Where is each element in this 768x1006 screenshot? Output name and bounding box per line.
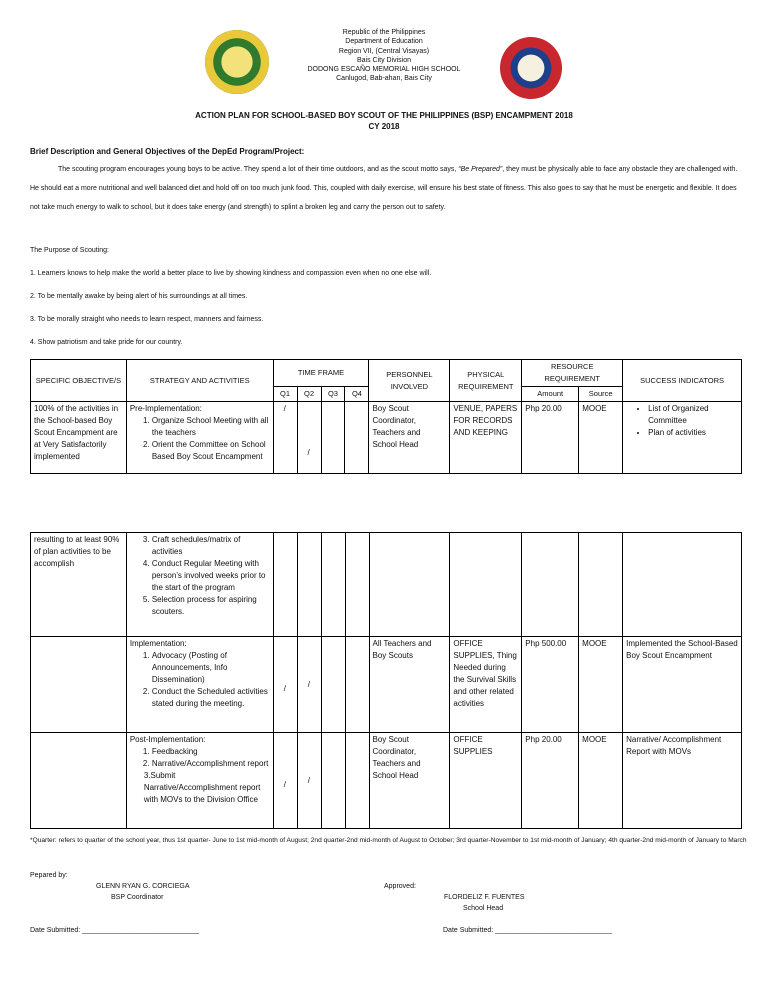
description-heading: Brief Description and General Objectives of the DepEd Program/Project:	[30, 147, 305, 156]
q1-mark: /	[273, 637, 297, 733]
physical-cell: OFFICE SUPPLIES	[450, 733, 522, 829]
strategy-cell	[126, 533, 273, 637]
q3-cell	[321, 733, 345, 829]
q4-cell	[345, 533, 369, 637]
list-item: 5. Selection process for aspiring scouters.	[152, 594, 270, 618]
amount-cell: Php 20.00	[522, 402, 579, 474]
source-cell: MOOE	[579, 402, 623, 474]
description-text-part: The scouting program encourages young boys to be active. They spend a lot of their time outdoors, and as the scout motto says,	[58, 166, 459, 173]
header-strategy: STRATEGY AND ACTIVITIES	[126, 360, 273, 402]
purpose-item: 2. To be mentally awake by being alert of his surroundings at all times.	[30, 293, 248, 300]
personnel-cell: All Teachers and Boy Scouts	[369, 637, 450, 733]
strategy-cell	[126, 637, 273, 733]
success-cell	[623, 402, 742, 474]
list-item: 2. Narrative/Accomplishment report	[152, 758, 270, 770]
list-item: 3. Craft schedules/matrix of activities	[152, 534, 270, 558]
q3-cell	[321, 402, 345, 474]
letterhead	[0, 28, 768, 84]
personnel-cell: Boy Scout Coordinator, Teachers and School Head	[369, 733, 450, 829]
table-row	[31, 637, 742, 733]
list-item: 1. Advocacy (Posting of Announcements, Info Dissemination)	[152, 650, 270, 686]
motto: “Be Prepared”	[458, 166, 503, 173]
header-q1: Q1	[273, 387, 297, 402]
objective-cell	[31, 637, 127, 733]
q1-mark: /	[273, 733, 297, 829]
list-item: • Plan of activities	[648, 427, 738, 439]
header-amount: Amount	[522, 387, 579, 402]
quarter-note: *Quarter: refers to quarter of the school year, thus 1st quarter- June to 1st mid-month of August; 2nd quarter-2nd mid-month of August to October; 3rd quarter-November to 1st mid-month of January; 4th quarter-2nd mid-month of January to March	[30, 837, 747, 844]
table-row	[31, 733, 742, 829]
success-cell: Narrative/ Accomplishment Report with MOVs	[623, 733, 742, 829]
purpose-item: 3. To be morally straight who needs to learn respect, manners and fairness.	[30, 316, 264, 323]
header-q3: Q3	[321, 387, 345, 402]
list-item: 1. Organize School Meeting with all the teachers	[152, 415, 270, 439]
list-item: 3.Submit Narrative/Accomplishment report with MOVs to the Division Office	[143, 771, 261, 804]
q1-cell	[273, 533, 297, 637]
header-physical: PHYSICAL REQUIREMENT	[450, 360, 522, 402]
table-row	[31, 533, 742, 637]
letterhead-line: Department of Education	[345, 38, 423, 46]
q2-mark: /	[297, 402, 321, 474]
source-cell	[579, 533, 623, 637]
list-item: 4. Conduct Regular Meeting with person’s involved weeks prior to the start of the program	[152, 558, 270, 594]
header-source: Source	[579, 387, 623, 402]
source-cell: MOOE	[579, 637, 623, 733]
list-item: 2. Orient the Committee on School Based Boy Scout Encampment	[152, 439, 270, 463]
prepared-label: Pepared by:	[30, 872, 68, 879]
description-text	[30, 160, 740, 217]
success-cell	[623, 533, 742, 637]
amount-cell	[522, 533, 579, 637]
action-plan-table	[30, 359, 742, 474]
prepared-name: GLENN RYAN G. CORCIEGA	[96, 883, 190, 890]
list-item: 1. Feedbacking	[152, 746, 270, 758]
list-item: 2. Conduct the Scheduled activities stated during the meeting.	[152, 686, 270, 710]
list-item: • List of Organized Committee	[648, 403, 738, 427]
purpose-heading: The Purpose of Scouting:	[30, 247, 109, 254]
q4-cell	[345, 402, 369, 474]
title-line-1: ACTION PLAN FOR SCHOOL-BASED BOY SCOUT OF THE PHILIPPINES (BSP) ENCAMPMENT 2018	[195, 111, 573, 120]
purpose-item: 4. Show patriotism and take pride for our country.	[30, 339, 183, 346]
objective-cell: 100% of the activities in the School-based Boy Scout Encampment are at Very Satisfactorily implemented	[31, 402, 127, 474]
q3-cell	[321, 533, 345, 637]
amount-cell: Php 20.00	[522, 733, 579, 829]
phase-label: Post-Implementation:	[129, 735, 206, 744]
header-timeframe: TIME FRAME	[273, 360, 369, 387]
q2-cell	[297, 533, 321, 637]
q2-mark: /	[297, 637, 321, 733]
personnel-cell: Boy Scout Coordinator, Teachers and School Head	[369, 402, 450, 474]
q1-mark: /	[273, 402, 297, 474]
source-cell: MOOE	[579, 733, 623, 829]
prepared-title: BSP Coordinator	[111, 894, 164, 901]
date-submitted-right: Date Submitted: ______________________________	[443, 927, 612, 934]
approved-title: School Head	[463, 905, 504, 912]
header-success: SUCCESS INDICATORS	[623, 360, 742, 402]
school-address: Canlugod, Bab-ahan, Bais City	[336, 75, 432, 83]
header-objective: SPECIFIC OBJECTIVE/S	[31, 360, 127, 402]
q3-cell	[321, 637, 345, 733]
title-line-2: CY 2018	[368, 122, 400, 131]
objective-cell: resulting to at least 90% of plan activities to be accomplish	[31, 533, 127, 637]
phase-label: Implementation:	[129, 639, 187, 648]
physical-cell: OFFICE SUPPLIES, Thing Needed during the Survival Skills and other related activities	[450, 637, 522, 733]
approved-label: Approved:	[384, 883, 416, 890]
table-row	[31, 402, 742, 474]
document-title	[0, 110, 768, 132]
action-plan-table-continued	[30, 532, 742, 829]
header-q2: Q2	[297, 387, 321, 402]
approved-name: FLORDELIZ F. FUENTES	[444, 894, 525, 901]
strategy-cell	[126, 402, 273, 474]
letterhead-line: Republic of the Philippines	[342, 29, 426, 36]
personnel-cell	[369, 533, 450, 637]
q4-cell	[345, 637, 369, 733]
purpose-item: 1. Learners knows to help make the world a better place to live by showing kindness and compassion even when no one else will.	[30, 270, 432, 277]
description-text-part: , they must be physically able to face any obstacle they are challenged with. He should eat a more nutritional and well balanced diet and hold off on too much junk food. This, coupled with daily exercise, will ensure his best state of fitness. This also goes to say that he must be energetic and flexible. It does not take much energy to walk to school, but it does take energy (and strength) to splint a broken leg and carry the person out to safety.	[30, 166, 738, 211]
letterhead-line: Bais City Division	[356, 56, 412, 64]
header-q4: Q4	[345, 387, 369, 402]
q2-mark: /	[297, 733, 321, 829]
letterhead-line: Region VII, (Central Visayas)	[338, 47, 430, 55]
q4-cell	[345, 733, 369, 829]
date-submitted-left: Date Submitted: ______________________________	[30, 927, 199, 934]
strategy-cell	[126, 733, 273, 829]
success-cell: Implemented the School-Based Boy Scout Encampment	[623, 637, 742, 733]
physical-cell	[450, 533, 522, 637]
header-resource: RESOURCE REQUIREMENT	[522, 360, 623, 387]
objective-cell	[31, 733, 127, 829]
school-name: DODONG ESCAÑO MEMORIAL HIGH SCHOOL	[307, 66, 461, 74]
amount-cell: Php 500.00	[522, 637, 579, 733]
header-personnel: PERSONNEL INVOLVED	[369, 360, 450, 402]
phase-label: Pre-Implementation:	[129, 404, 202, 413]
physical-cell: VENUE, PAPERS FOR RECORDS AND KEEPING	[450, 402, 522, 474]
